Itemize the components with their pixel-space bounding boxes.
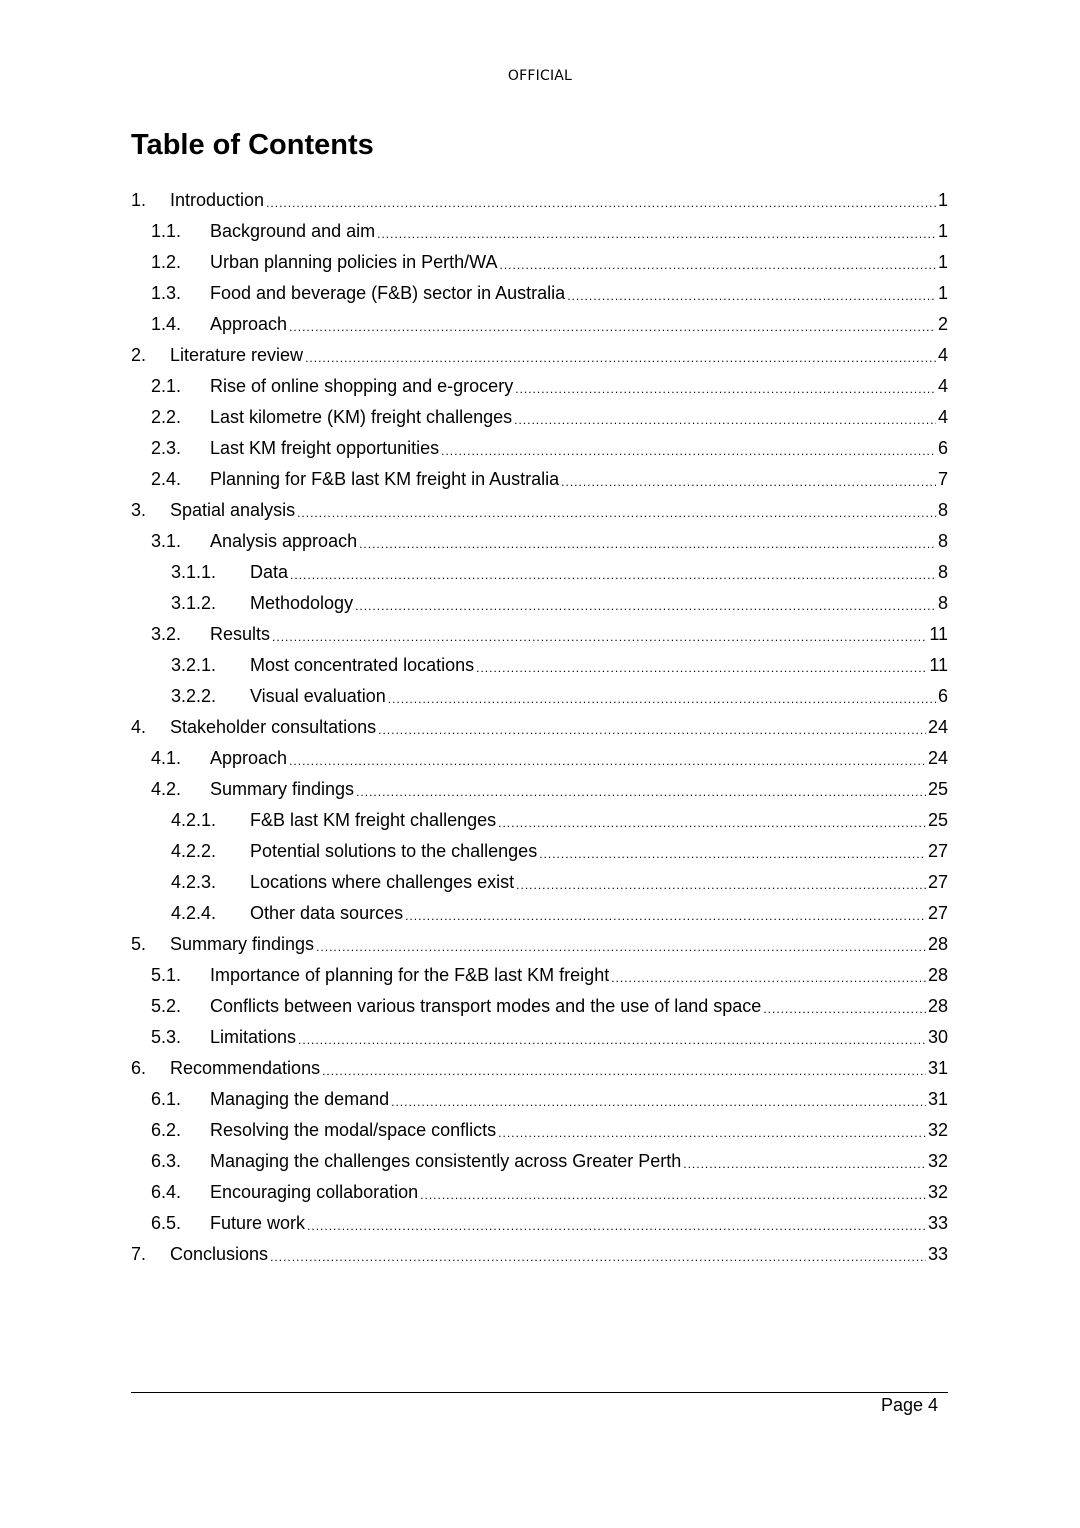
- toc-entry-number: 6.5.: [151, 1213, 182, 1233]
- toc-dot-leader: [498, 805, 926, 836]
- toc-entry-page[interactable]: 32: [927, 1151, 948, 1171]
- toc-entry[interactable]: [131, 867, 948, 898]
- toc-entry-title[interactable]: Introduction: [170, 190, 265, 210]
- toc-dot-leader: [297, 495, 936, 526]
- toc-entry-number: 6.: [131, 1058, 147, 1078]
- toc-entry-number: 1.2.: [151, 252, 182, 272]
- toc-dot-leader: [391, 1084, 926, 1115]
- toc-dot-leader: [359, 526, 936, 557]
- toc-entry[interactable]: [131, 526, 948, 557]
- toc-entry[interactable]: [131, 898, 948, 929]
- toc-dot-leader: [405, 898, 926, 929]
- toc-entry[interactable]: [131, 557, 948, 588]
- toc-entry-number: 6.2.: [151, 1120, 182, 1140]
- toc-entry[interactable]: [131, 1053, 948, 1084]
- toc-entry-title[interactable]: Approach: [210, 748, 288, 768]
- toc-dot-leader: [290, 557, 936, 588]
- toc-entry[interactable]: [131, 681, 948, 712]
- toc-entry-number: 6.4.: [151, 1182, 182, 1202]
- toc-dot-leader: [305, 340, 936, 371]
- toc-entry-number: 1.1.: [151, 221, 182, 241]
- toc-entry-number: 2.1.: [151, 376, 182, 396]
- toc-dot-leader: [307, 1208, 926, 1239]
- toc-entry-page[interactable]: 11: [929, 655, 948, 675]
- toc-entry-number: 2.: [131, 345, 147, 365]
- toc-entry[interactable]: [131, 278, 948, 309]
- toc-entry[interactable]: [131, 619, 948, 650]
- toc-entry-title[interactable]: F&B last KM freight challenges: [250, 810, 497, 830]
- toc-entry-page[interactable]: 2: [937, 314, 948, 334]
- toc-dot-leader: [316, 929, 926, 960]
- toc-entry-page[interactable]: 28: [927, 996, 948, 1016]
- toc-entry-number: 2.4.: [151, 469, 182, 489]
- toc-entry-title[interactable]: Conclusions: [170, 1244, 269, 1264]
- toc-entry-title[interactable]: Future work: [210, 1213, 306, 1233]
- toc-entry-number: 4.2.2.: [171, 841, 217, 861]
- toc-entry-title[interactable]: Approach: [210, 314, 288, 334]
- toc-entry-number: 3.2.1.: [171, 655, 217, 675]
- toc-entry-title[interactable]: Summary findings: [170, 934, 315, 954]
- toc-entry[interactable]: [131, 650, 948, 681]
- toc-entry-page[interactable]: 1: [937, 283, 948, 303]
- toc-entry-number: 4.2.4.: [171, 903, 217, 923]
- toc-entry-title[interactable]: Recommendations: [170, 1058, 321, 1078]
- toc-entry-number: 5.2.: [151, 996, 182, 1016]
- toc-entry-title[interactable]: Last KM freight opportunities: [210, 438, 440, 458]
- toc-entry-number: 1.4.: [151, 314, 182, 334]
- toc-entry-page[interactable]: 8: [937, 531, 948, 551]
- toc-dot-leader: [378, 712, 926, 743]
- toc-entry[interactable]: [131, 960, 948, 991]
- toc-entry-number: 1.: [131, 190, 147, 210]
- toc-entry-title[interactable]: Last kilometre (KM) freight challenges: [210, 407, 513, 427]
- toc-entry[interactable]: [131, 712, 948, 743]
- toc-entry-number: 4.2.3.: [171, 872, 217, 892]
- toc-entry-number: 2.3.: [151, 438, 182, 458]
- toc-entry-title[interactable]: Data: [250, 562, 289, 582]
- toc-dot-leader: [499, 247, 936, 278]
- toc-entry-number: 4.2.: [151, 779, 182, 799]
- toc-entry[interactable]: [131, 340, 948, 371]
- toc-entry[interactable]: [131, 588, 948, 619]
- toc-entry-title[interactable]: Encouraging collaboration: [210, 1182, 419, 1202]
- toc-dot-leader: [266, 185, 936, 216]
- toc-dot-leader: [476, 650, 927, 681]
- toc-entry-number: 4.2.1.: [171, 810, 217, 830]
- toc-entry[interactable]: [131, 433, 948, 464]
- toc-entry[interactable]: [131, 836, 948, 867]
- toc-entry-title[interactable]: Literature review: [170, 345, 304, 365]
- toc-entry-title[interactable]: Stakeholder consultations: [170, 717, 377, 737]
- toc-entry-number: 6.1.: [151, 1089, 182, 1109]
- toc-entry[interactable]: [131, 1084, 948, 1115]
- toc-entry-page[interactable]: 32: [927, 1120, 948, 1140]
- toc-entry-page[interactable]: 24: [927, 717, 948, 737]
- toc-entry-page[interactable]: 8: [937, 593, 948, 613]
- footer-divider: [131, 1392, 948, 1393]
- toc-dot-leader: [289, 743, 926, 774]
- toc-entry-number: 5.3.: [151, 1027, 182, 1047]
- toc-entry-page[interactable]: 28: [927, 934, 948, 954]
- toc-entry[interactable]: [131, 1146, 948, 1177]
- toc-entry-page[interactable]: 8: [937, 500, 948, 520]
- toc-entry-title[interactable]: Spatial analysis: [170, 500, 296, 520]
- toc-entry-number: 6.3.: [151, 1151, 182, 1171]
- toc-entry[interactable]: [131, 774, 948, 805]
- toc-entry-page[interactable]: 4: [937, 376, 948, 396]
- classification-header: OFFICIAL: [507, 68, 573, 84]
- toc-entry-title[interactable]: Limitations: [210, 1027, 297, 1047]
- toc-entry[interactable]: [131, 402, 948, 433]
- toc-entry-page[interactable]: 1: [937, 221, 948, 241]
- toc-entry[interactable]: [131, 371, 948, 402]
- toc-dot-leader: [420, 1177, 926, 1208]
- toc-entry-title[interactable]: Importance of planning for the F&B last KM freight: [210, 965, 610, 985]
- toc-entry-number: 3.1.1.: [171, 562, 217, 582]
- toc-dot-leader: [377, 216, 936, 247]
- toc-dot-leader: [441, 433, 936, 464]
- toc-entry[interactable]: [131, 1115, 948, 1146]
- toc-entry-title[interactable]: Planning for F&B last KM freight in Australia: [210, 469, 560, 489]
- toc-entry-number: 3.1.2.: [171, 593, 217, 613]
- toc-entry-page[interactable]: 1: [937, 252, 948, 272]
- toc-entry-number: 3.1.: [151, 531, 182, 551]
- toc-entry-title[interactable]: Urban planning policies in Perth/WA: [210, 252, 498, 272]
- toc-entry-title[interactable]: Background and aim: [210, 221, 376, 241]
- toc-entry[interactable]: [131, 247, 948, 278]
- toc-entry-page[interactable]: 33: [927, 1213, 948, 1233]
- toc-entry-title[interactable]: Resolving the modal/space conflicts: [210, 1120, 497, 1140]
- toc-entry-number: 3.: [131, 500, 147, 520]
- toc-entry-title[interactable]: Most concentrated locations: [250, 655, 475, 675]
- toc-dot-leader: [567, 278, 936, 309]
- toc-entry-number: 5.1.: [151, 965, 182, 985]
- toc-entry-page[interactable]: 4: [937, 407, 948, 427]
- toc-entry-title[interactable]: Other data sources: [250, 903, 404, 923]
- toc-dot-leader: [763, 991, 926, 1022]
- toc-entry-number: 4.1.: [151, 748, 182, 768]
- toc-entry-title[interactable]: Food and beverage (F&B) sector in Australia: [210, 283, 566, 303]
- page-number: Page 4: [880, 1395, 938, 1415]
- toc-dot-leader: [683, 1146, 926, 1177]
- page-title: Table of Contents: [131, 129, 374, 161]
- toc-dot-leader: [514, 402, 936, 433]
- toc-dot-leader: [388, 681, 936, 712]
- toc-entry-page[interactable]: 25: [927, 779, 948, 799]
- toc-entry-title[interactable]: Rise of online shopping and e-grocery: [210, 376, 514, 396]
- toc-entry-page[interactable]: 27: [927, 903, 948, 923]
- toc-entry-title[interactable]: Locations where challenges exist: [250, 872, 515, 892]
- toc-entry-page[interactable]: 1: [937, 190, 948, 210]
- toc-entry-page[interactable]: 4: [937, 345, 948, 365]
- toc-entry-page[interactable]: 33: [927, 1244, 948, 1264]
- toc-entry[interactable]: [131, 1022, 948, 1053]
- toc-entry-page[interactable]: 27: [927, 841, 948, 861]
- toc-entry-page[interactable]: 24: [927, 748, 948, 768]
- toc-entry[interactable]: [131, 805, 948, 836]
- toc-entry-page[interactable]: 25: [927, 810, 948, 830]
- toc-entry-title[interactable]: Results: [210, 624, 271, 644]
- toc-dot-leader: [515, 371, 936, 402]
- toc-entry-number: 2.2.: [151, 407, 182, 427]
- toc-entry-number: 7.: [131, 1244, 147, 1264]
- toc-dot-leader: [539, 836, 926, 867]
- toc-entry-title[interactable]: Managing the demand: [210, 1089, 390, 1109]
- toc-entry[interactable]: [131, 929, 948, 960]
- toc-entry-page[interactable]: 27: [927, 872, 948, 892]
- toc-entry-page[interactable]: 6: [937, 686, 948, 706]
- toc-entry-title[interactable]: Methodology: [250, 593, 354, 613]
- toc-dot-leader: [356, 774, 926, 805]
- toc-entry[interactable]: [131, 464, 948, 495]
- toc-entry-number: 1.3.: [151, 283, 182, 303]
- toc-dot-leader: [561, 464, 936, 495]
- toc-entry-page[interactable]: 8: [937, 562, 948, 582]
- toc-entry-page[interactable]: 7: [937, 469, 948, 489]
- toc-entry-title[interactable]: Potential solutions to the challenges: [250, 841, 538, 861]
- toc-dot-leader: [611, 960, 926, 991]
- toc-entry-page[interactable]: 31: [927, 1089, 948, 1109]
- toc-entry-title[interactable]: Managing the challenges consistently across Greater Perth: [210, 1151, 682, 1171]
- toc-entry[interactable]: [131, 495, 948, 526]
- toc-entry-page[interactable]: 6: [937, 438, 948, 458]
- toc-entry[interactable]: [131, 309, 948, 340]
- toc-entry[interactable]: [131, 185, 948, 216]
- toc-dot-leader: [516, 867, 926, 898]
- toc-entry-number: 3.2.: [151, 624, 182, 644]
- toc-dot-leader: [298, 1022, 926, 1053]
- toc-entry[interactable]: [131, 216, 948, 247]
- toc-dot-leader: [355, 588, 936, 619]
- toc-entry-number: 5.: [131, 934, 147, 954]
- toc-entry[interactable]: [131, 1177, 948, 1208]
- toc-entry-title[interactable]: Analysis approach: [210, 531, 358, 551]
- toc-entry[interactable]: [131, 1239, 948, 1270]
- toc-entry-page[interactable]: 28: [927, 965, 948, 985]
- toc-entry-number: 3.2.2.: [171, 686, 217, 706]
- table-of-contents: [131, 185, 948, 1270]
- toc-dot-leader: [272, 619, 927, 650]
- toc-entry[interactable]: [131, 1208, 948, 1239]
- toc-entry-page[interactable]: 32: [927, 1182, 948, 1202]
- toc-entry-title[interactable]: Visual evaluation: [250, 686, 386, 706]
- toc-dot-leader: [498, 1115, 926, 1146]
- toc-entry-page[interactable]: 30: [927, 1027, 948, 1047]
- toc-entry[interactable]: [131, 743, 948, 774]
- toc-entry-page[interactable]: 11: [929, 624, 948, 644]
- toc-entry-title[interactable]: Conflicts between various transport modes and the use of land space: [210, 996, 762, 1016]
- toc-entry[interactable]: [131, 991, 948, 1022]
- toc-dot-leader: [289, 309, 936, 340]
- toc-dot-leader: [322, 1053, 926, 1084]
- toc-entry-number: 4.: [131, 717, 147, 737]
- toc-dot-leader: [270, 1239, 926, 1270]
- toc-entry-title[interactable]: Summary findings: [210, 779, 355, 799]
- toc-entry-page[interactable]: 31: [927, 1058, 948, 1078]
